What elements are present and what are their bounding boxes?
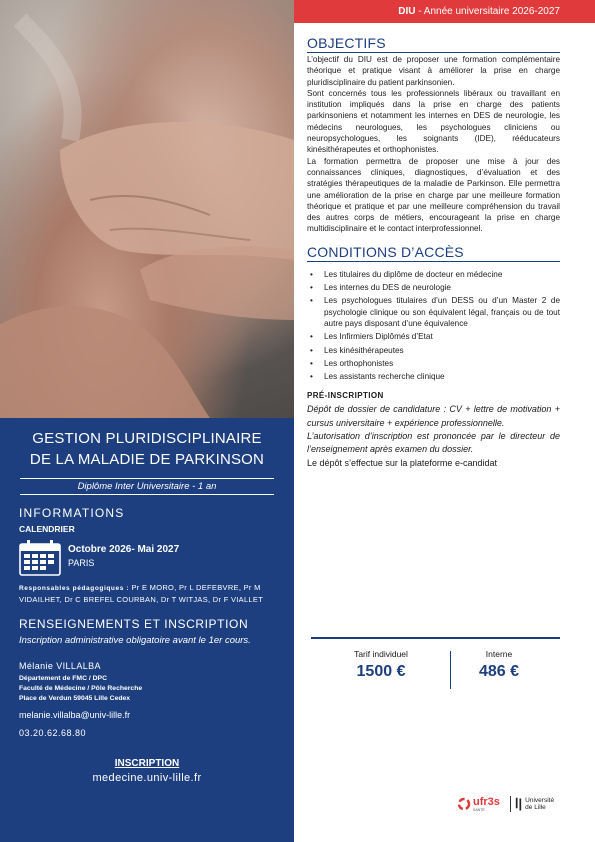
ufr-text: ufr3s	[473, 796, 500, 808]
hands-illustration	[0, 0, 294, 418]
course-city: PARIS	[68, 558, 95, 568]
diploma-type: Diplôme Inter Universitaire - 1 an	[20, 478, 274, 495]
tarif-individuel-value: 1500 €	[356, 663, 406, 680]
informations-heading: INFORMATIONS	[19, 506, 125, 520]
contact-email[interactable]: melanie.villalba@univ-lille.fr	[19, 710, 131, 720]
contact-faculty: Faculté de Médecine / Pôle Recherche	[19, 685, 143, 692]
conditions-list	[307, 269, 560, 383]
responsables	[19, 582, 275, 605]
program-acronym: DIU	[398, 6, 416, 17]
course-title	[0, 428, 294, 470]
list-item: • Les psychologues titulaires d’un DESS ou d’un Master 2 de psychologie clinique ou son équivalent légal, français ou de tout autre pays disposant d’une équivalence	[307, 295, 560, 329]
list-item: • Les assistants recherche clinique	[307, 371, 560, 382]
e-candidat-link[interactable]: e-candidat	[454, 457, 497, 468]
title-line-1: GESTION PLURIDISCIPLINAIRE	[32, 430, 262, 447]
pre-inscription-dossier: Dépôt de dossier de candidature : CV + lettre de motivation + cursus universitaire + expérience professionnelle.	[307, 404, 560, 428]
section-divider	[307, 52, 560, 53]
responsables-label: Responsables pédagogiques :	[19, 585, 130, 592]
course-dates: Octobre 2026- Mai 2027	[68, 544, 180, 555]
calendar-heading: CALENDRIER	[19, 524, 75, 534]
academic-year: - Année universitaire 2026-2027	[415, 6, 560, 17]
tarif-individuel-label: Tarif individuel	[354, 649, 408, 659]
renseignements-text: Inscription administrative obligatoire avant le 1er cours.	[19, 635, 251, 646]
calendar-details	[68, 544, 179, 568]
year-banner	[294, 0, 595, 23]
contact-department: Département de FMC / DPC	[19, 675, 107, 682]
main-content	[294, 35, 595, 470]
tarif-individuel	[321, 649, 441, 681]
contact-name: Mélanie VILLALBA	[19, 661, 101, 671]
tarif-interne-label: Interne	[485, 649, 513, 659]
tarifs-box	[311, 637, 560, 693]
ufr-mark-icon	[457, 797, 471, 811]
objectifs-paragraph-3: La formation permettra de proposer une mise à jour des connaissances cliniques, diagnostiques, d’évaluation et des stratégies thérapeutiques de la maladie de Parkinson. Elle permettra une amélioration de la prise en charge par une meilleure formation théorique et pratique et par une meilleure compréhension du travail des autres corps de métiers, encourageant la prise en charge multidisciplinaire et le contact interprofessionnel.	[307, 156, 560, 234]
pre-inscription-platform	[307, 457, 560, 470]
contact-address: Place de Verdun 59045 Lille Cedex	[19, 695, 131, 702]
list-item: • Les orthophonistes	[307, 358, 560, 369]
hands-photo	[0, 0, 294, 418]
ufr-sub: SANTÉ	[473, 808, 485, 812]
lille-mark-icon: ⅼ|	[514, 796, 523, 811]
calendar-row	[19, 540, 294, 576]
list-item: • Les titulaires du diplôme de docteur en médecine	[307, 269, 560, 280]
uni-line-1: Université	[525, 796, 555, 804]
logos	[457, 796, 554, 812]
calendar-icon	[19, 540, 61, 576]
tarif-interne	[439, 649, 559, 681]
renseignements-heading: RENSEIGNEMENTS ET INSCRIPTION	[19, 617, 249, 631]
objectifs-paragraph-2: Sont concernés tous les professionnels libéraux ou travaillant en institution impliqués dans la prise en charge des patients parkinsoniens et notamment les internes en DES de neurologie, les médecins neurologues, les psychologues cliniciens ou neuropsychologues, les soignants (IDE), rééducateurs kinésithérapeutes et orthophonistes.	[307, 88, 560, 155]
contact-phone: 03.20.62.68.80	[19, 728, 87, 738]
ufr3s-logo	[457, 796, 500, 812]
responsables-names: Pr E MORO, Pr L DEFEBVRE, Pr M VIDAILHET, Dr C BREFEL COURBAN, Dr T WITJAS, Dr F VIALLET	[19, 583, 264, 604]
list-item: • Les Infirmiers Diplômés d’Etat	[307, 331, 560, 342]
title-line-2: DE LA MALADIE DE PARKINSON	[29, 451, 265, 468]
pre-inscription-autorisation: L’autorisation d’inscription est prononcée par le directeur de l’enseignement après examen du dossier.	[307, 431, 560, 455]
inscription-link[interactable]: medecine.univ-lille.fr	[92, 772, 202, 784]
inscription-label: INSCRIPTION	[114, 758, 180, 769]
platform-text: Le dépôt s’effectue sur la plateforme	[307, 457, 455, 468]
right-column	[294, 0, 595, 842]
universite-lille-logo	[510, 796, 554, 812]
pre-inscription-heading: PRÉ-INSCRIPTION	[307, 391, 384, 401]
conditions-heading: CONDITIONS D’ACCÈS	[307, 243, 464, 260]
tarif-interne-value: 486 €	[478, 663, 520, 680]
list-item: • Les kinésithérapeutes	[307, 345, 560, 356]
left-column	[0, 0, 294, 842]
universite-text	[525, 797, 554, 812]
objectifs-paragraph-1: L’objectif du DIU est de proposer une formation complémentaire théorique et pratique visant à améliorer la prise en charge pluridisciplinaire du patient parkinsonien.	[307, 55, 560, 87]
list-item: • Les internes du DES de neurologie	[307, 282, 560, 293]
info-panel	[0, 418, 294, 842]
uni-line-2: de Lille	[525, 804, 546, 811]
section-divider	[307, 261, 560, 262]
objectifs-heading: OBJECTIFS	[307, 35, 386, 51]
